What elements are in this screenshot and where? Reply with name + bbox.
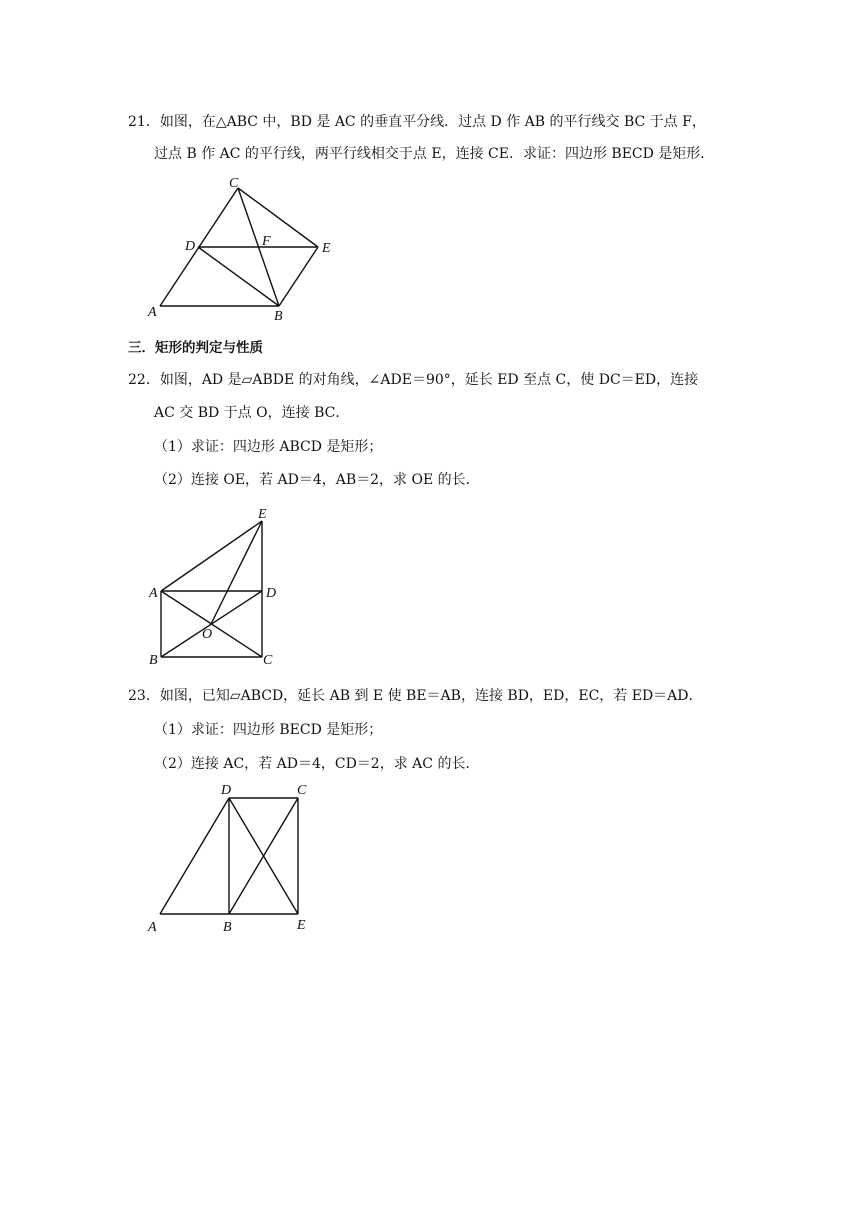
section-heading: 三．矩形的判定与性质 — [128, 340, 263, 356]
q23-part-1: （1）求证：四边形 BECD 是矩形； — [154, 722, 383, 738]
q21-label-e: E — [322, 241, 331, 256]
q22-part-1: （1）求证：四边形 ABCD 是矩形； — [154, 439, 383, 455]
q22-label-b: B — [149, 653, 158, 668]
q23-label-a: A — [148, 920, 157, 935]
q23-segment-ad — [160, 798, 229, 914]
q22-label-e: E — [258, 507, 267, 522]
q23-label-b: B — [223, 920, 232, 935]
q22-label-c: C — [263, 653, 273, 668]
q23-part-2: （2）连接 AC，若 AD＝4，CD＝2，求 AC 的长． — [154, 756, 480, 772]
q22-line-1: 22．如图，AD 是▱ABDE 的对角线，∠ADE＝90°，延长 ED 至点 C，使 DC＝ED，连接 — [128, 372, 699, 388]
q21-label-b: B — [274, 309, 283, 324]
q23-label-d: D — [221, 783, 232, 798]
q21-label-f: F — [262, 234, 271, 249]
q21-label-a: A — [148, 305, 157, 320]
q21-label-c: C — [229, 176, 239, 191]
q22-label-a: A — [149, 586, 158, 601]
q22-label-d: D — [266, 586, 277, 601]
q21-label-d: D — [185, 239, 196, 254]
q22-line-2: AC 交 BD 于点 O，连接 BC． — [154, 405, 350, 421]
q23-label-c: C — [297, 783, 307, 798]
q22-part-2: （2）连接 OE，若 AD＝4，AB＝2，求 OE 的长． — [154, 472, 480, 488]
q23-label-e: E — [297, 918, 306, 933]
q21-line-2: 过点 B 作 AC 的平行线，两平行线相交于点 E，连接 CE．求证：四边形 BECD 是矩形． — [154, 146, 715, 162]
q21-line-1: 21．如图，在△ABC 中，BD 是 AC 的垂直平分线．过点 D 作 AB 的平行线交 BC 于点 F， — [128, 114, 706, 130]
q23-line-1: 23．如图，已知▱ABCD，延长 AB 到 E 使 BE＝AB，连接 BD，ED，EC，若 ED＝AD． — [128, 688, 703, 704]
q22-label-o: O — [202, 627, 213, 642]
